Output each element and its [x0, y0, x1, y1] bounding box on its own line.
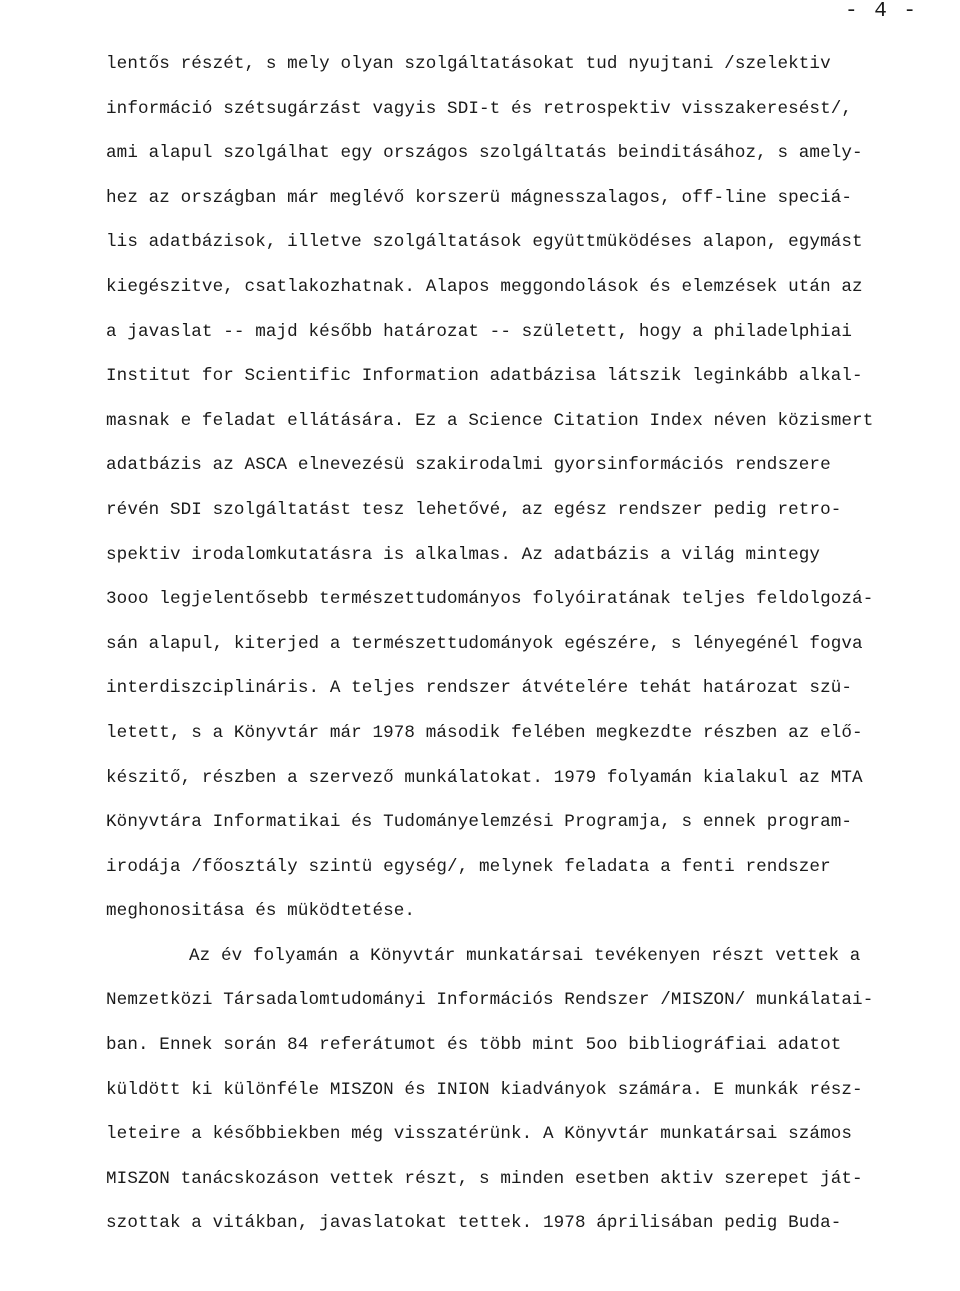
text-line: adatbázis az ASCA elnevezésü szakirodalmi gyorsinformációs rendszere: [106, 455, 831, 476]
text-line: hez az országban már meglévő korszerü mágnesszalagos, off-line speciá-: [106, 187, 853, 208]
text-line: interdiszciplináris. A teljes rendszer átvételére tehát határozat szü-: [106, 678, 853, 699]
text-line: 3ooo legjelentősebb természettudományos folyóiratának teljes feldolgozá-: [106, 589, 874, 610]
text-line: információ szétsugárzást vagyis SDI-t és retrospektiv visszakeresést/,: [106, 98, 853, 119]
text-line: Könyvtára Informatikai és Tudományelemzési Programja, s ennek program-: [106, 812, 853, 833]
text-line: kiegészitve, csatlakozhatnak. Alapos meggondolások és elemzések után az: [106, 276, 863, 297]
text-line: meghonositása és müködtetése.: [106, 901, 416, 922]
text-line: lis adatbázisok, illetve szolgáltatások együttmüködéses alapon, egymást: [106, 232, 863, 253]
page-number: - 4 -: [844, 0, 918, 23]
text-line: spektiv irodalomkutatásra is alkalmas. Az adatbázis a világ mintegy: [106, 544, 821, 565]
text-line: szottak a vitákban, javaslatokat tettek. 1978 áprilisában pedig Buda-: [106, 1213, 842, 1234]
text-line: Institut for Scientific Information adatbázisa látszik leginkább alkal-: [106, 366, 863, 387]
text-line: irodája /főosztály szintü egység/, melynek feladata a fenti rendszer: [106, 856, 831, 877]
paragraph-2: [106, 943, 956, 1255]
text-line: letett, s a Könyvtár már 1978 második felében megkezdte részben az elő-: [106, 722, 863, 743]
text-line: leteire a későbbiekben még visszatérünk. A Könyvtár munkatársai számos: [106, 1124, 853, 1145]
text-line: ban. Ennek során 84 referátumot és több mint 5oo bibliográfiai adatot: [106, 1035, 842, 1056]
text-line: ami alapul szolgálhat egy országos szolgáltatás beinditásához, s amely-: [106, 143, 863, 164]
text-line: készitő, részben a szervező munkálatokat. 1979 folyamán kialakul az MTA: [106, 767, 863, 788]
text-line: révén SDI szolgáltatást tesz lehetővé, az egész rendszer pedig retro-: [106, 499, 842, 520]
text-line: masnak e feladat ellátására. Ez a Science Citation Index néven közismert: [106, 410, 874, 431]
text-line: Nemzetközi Társadalomtudományi Információs Rendszer /MISZON/ munkálatai-: [106, 990, 874, 1011]
text-line: sán alapul, kiterjed a természettudományok egészére, s lényegénél fogva: [106, 633, 863, 654]
text-line: a javaslat -- majd később határozat -- született, hogy a philadelphiai: [106, 321, 853, 342]
text-line: MISZON tanácskozáson vettek részt, s minden esetben aktiv szerepet ját-: [106, 1168, 863, 1189]
text-line: lentős részét, s mely olyan szolgáltatásokat tud nyujtani /szelektiv: [106, 54, 831, 74]
paragraph-1: [106, 51, 956, 943]
text-line: küldött ki különféle MISZON és INION kiadványok számára. E munkák rész-: [106, 1079, 863, 1100]
body-text: [106, 51, 956, 1255]
text-line: Az év folyamán a Könyvtár munkatársai tevékenyen részt vettek a: [189, 945, 861, 966]
